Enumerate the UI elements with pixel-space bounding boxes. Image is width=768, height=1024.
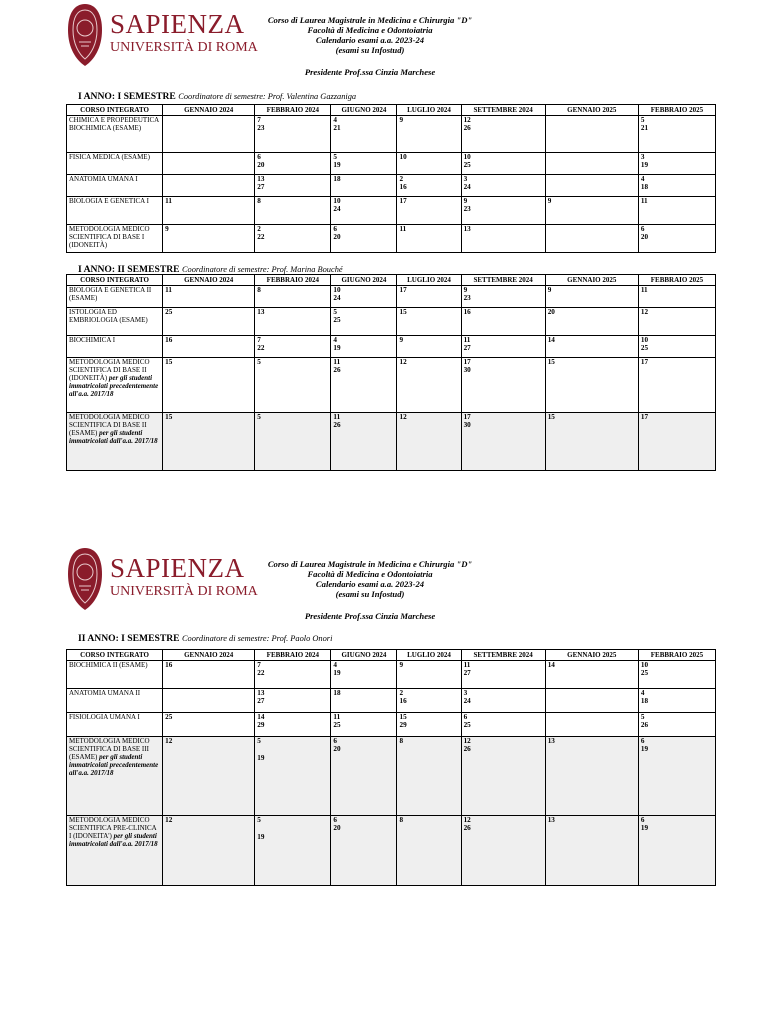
header-infostud: (esami su Infostud) [335, 589, 405, 599]
exam-date-cell: 5 19 [255, 737, 331, 816]
exam-date-cell: 7 23 [255, 116, 331, 153]
exam-date-cell: 5 25 [331, 308, 397, 336]
exam-date-cell: 2 22 [255, 225, 331, 253]
semester-title [78, 633, 332, 644]
column-header: GENNAIO 2025 [545, 275, 638, 286]
header-president: Presidente Prof.ssa Cinzia Marchese [304, 67, 436, 77]
exam-date-cell: 18 [331, 175, 397, 197]
exam-date-cell: 11 25 [331, 713, 397, 737]
course-name-cell [67, 175, 163, 197]
column-header: GENNAIO 2025 [545, 650, 638, 661]
semester-label: I ANNO: II SEMESTRE [78, 264, 180, 275]
course-name-cell [67, 713, 163, 737]
exam-date-cell: 12 [397, 413, 461, 471]
course-name-cell [67, 689, 163, 713]
exam-date-cell: 4 19 [331, 336, 397, 358]
document-header [250, 15, 490, 77]
column-header: LUGLIO 2024 [397, 275, 461, 286]
course-name: ISTOLOGIA ED EMBRIOLOGIA (ESAME) [69, 308, 148, 324]
course-name: BIOCHIMICA I [69, 336, 116, 344]
exam-date-cell: 15 [163, 413, 255, 471]
exam-date-cell: 10 24 [331, 286, 397, 308]
exam-date-cell [163, 153, 255, 175]
column-header: GENNAIO 2024 [163, 650, 255, 661]
sapienza-logo [66, 546, 258, 612]
exam-date-cell [163, 689, 255, 713]
table-row [67, 336, 716, 358]
exam-date-cell: 11 27 [461, 661, 545, 689]
exam-date-cell: 10 25 [638, 336, 715, 358]
exam-date-cell: 6 20 [331, 816, 397, 886]
exam-date-cell: 3 19 [638, 153, 715, 175]
column-header: FEBBRAIO 2024 [255, 650, 331, 661]
sapienza-crest-icon [66, 2, 104, 68]
course-name: BIOLOGIA E GENETICA II (ESAME) [69, 286, 152, 302]
exam-date-cell: 13 27 [255, 689, 331, 713]
column-header: GENNAIO 2024 [163, 275, 255, 286]
column-header: FEBBRAIO 2025 [638, 275, 715, 286]
exam-date-cell [545, 153, 638, 175]
exam-date-cell: 5 21 [638, 116, 715, 153]
exam-date-cell: 4 18 [638, 175, 715, 197]
table-row [67, 286, 716, 308]
course-name-cell [67, 197, 163, 225]
header-course: Corso di Laurea Magistrale in Medicina e Chirurgia "D" [267, 15, 473, 25]
exam-date-cell: 15 [397, 308, 461, 336]
exam-date-cell: 5 [255, 413, 331, 471]
course-note: per gli studenti immatricolati dall'a.a. 2017/18 [69, 832, 158, 848]
column-header: CORSO INTEGRATO [67, 275, 163, 286]
course-name: FISICA MEDICA (ESAME) [69, 153, 150, 161]
exam-date-cell: 17 30 [461, 358, 545, 413]
exam-date-cell: 8 [255, 197, 331, 225]
exam-date-cell [545, 713, 638, 737]
exam-date-cell: 4 19 [331, 661, 397, 689]
column-header: LUGLIO 2024 [397, 105, 461, 116]
course-name: ANATOMIA UMANA I [69, 175, 138, 183]
exam-date-cell: 11 27 [461, 336, 545, 358]
exam-date-cell [545, 116, 638, 153]
exam-date-cell: 10 [397, 153, 461, 175]
exam-date-cell: 13 [461, 225, 545, 253]
table-header-row [67, 105, 716, 116]
course-name-cell [67, 737, 163, 816]
exam-date-cell: 10 24 [331, 197, 397, 225]
column-header: SETTEMBRE 2024 [461, 650, 545, 661]
exam-date-cell: 25 [163, 308, 255, 336]
course-name-cell [67, 153, 163, 175]
table-row [67, 116, 716, 153]
exam-date-cell: 9 [163, 225, 255, 253]
logo-name: SAPIENZA [110, 9, 245, 39]
exam-date-cell: 6 20 [331, 225, 397, 253]
course-name: CHIMICA E PROPEDEUTICA BIOCHIMICA (ESAME) [69, 116, 159, 132]
table-row [67, 816, 716, 886]
column-header: FEBBRAIO 2024 [255, 105, 331, 116]
semester-coordinator: Coordinatore di semestre: Prof. Paolo Onori [181, 634, 333, 643]
exam-date-cell [163, 175, 255, 197]
exam-date-cell: 11 [163, 286, 255, 308]
logo-subtitle: UNIVERSITÀ DI ROMA [110, 40, 258, 55]
logo-name: SAPIENZA [110, 553, 245, 583]
column-header: CORSO INTEGRATO [67, 105, 163, 116]
exam-date-cell: 11 26 [331, 413, 397, 471]
exam-date-cell: 13 [255, 308, 331, 336]
exam-date-cell: 17 [638, 358, 715, 413]
table-row [67, 308, 716, 336]
column-header: GENNAIO 2024 [163, 105, 255, 116]
course-name: METODOLOGIA MEDICO SCIENTIFICA DI BASE II (IDONEITÀ) [69, 358, 150, 382]
exam-date-cell: 4 21 [331, 116, 397, 153]
exam-date-cell: 15 [163, 358, 255, 413]
exam-table-year1-sem2 [66, 274, 716, 471]
exam-date-cell: 5 19 [255, 816, 331, 886]
semester-label: I ANNO: I SEMESTRE [78, 91, 176, 102]
column-header: GIUGNO 2024 [331, 105, 397, 116]
exam-date-cell: 12 26 [461, 116, 545, 153]
exam-date-cell: 14 29 [255, 713, 331, 737]
exam-date-cell: 16 [163, 336, 255, 358]
exam-date-cell [545, 225, 638, 253]
course-name: BIOLOGIA E GENETICA I [69, 197, 149, 205]
table-row [67, 737, 716, 816]
course-name: FISIOLOGIA UMANA I [69, 713, 140, 721]
exam-date-cell: 7 22 [255, 661, 331, 689]
exam-date-cell: 17 30 [461, 413, 545, 471]
course-note: per gli studenti immatricolati precedentemente all'a.a. 2017/18 [69, 753, 159, 777]
course-name-cell [67, 358, 163, 413]
exam-date-cell: 8 [397, 737, 461, 816]
column-header: CORSO INTEGRATO [67, 650, 163, 661]
column-header: FEBBRAIO 2025 [638, 105, 715, 116]
exam-date-cell: 6 20 [331, 737, 397, 816]
table-header-row [67, 650, 716, 661]
column-header: LUGLIO 2024 [397, 650, 461, 661]
exam-date-cell: 10 25 [638, 661, 715, 689]
exam-date-cell: 11 [638, 197, 715, 225]
exam-date-cell: 3 24 [461, 175, 545, 197]
column-header: FEBBRAIO 2025 [638, 650, 715, 661]
exam-date-cell: 12 [163, 816, 255, 886]
exam-date-cell: 9 [545, 197, 638, 225]
exam-date-cell: 15 [545, 358, 638, 413]
column-header: GIUGNO 2024 [331, 650, 397, 661]
table-row [67, 153, 716, 175]
exam-date-cell: 9 23 [461, 286, 545, 308]
exam-date-cell: 9 [545, 286, 638, 308]
course-name-cell [67, 336, 163, 358]
exam-date-cell: 12 26 [461, 737, 545, 816]
exam-date-cell: 18 [331, 689, 397, 713]
table-row [67, 358, 716, 413]
exam-date-cell: 17 [397, 286, 461, 308]
header-calendar: Calendario esami a.a. 2023-24 [315, 35, 425, 45]
exam-date-cell: 5 19 [331, 153, 397, 175]
header-infostud: (esami su Infostud) [335, 45, 405, 55]
semester-coordinator: Coordinatore di semestre: Prof. Valentina Gazzaniga [178, 92, 357, 101]
course-name: METODOLOGIA MEDICO SCIENTIFICA DI BASE I (IDONEITÀ) [69, 225, 150, 249]
course-name: ANATOMIA UMANA II [69, 689, 141, 697]
exam-date-cell: 13 27 [255, 175, 331, 197]
exam-date-cell: 12 26 [461, 816, 545, 886]
semester-title [78, 91, 356, 102]
exam-date-cell: 11 26 [331, 358, 397, 413]
course-name-cell [67, 816, 163, 886]
course-note: per gli studenti immatricolati precedentemente all'a.a. 2017/18 [69, 374, 159, 398]
header-course: Corso di Laurea Magistrale in Medicina e Chirurgia "D" [267, 559, 473, 569]
course-name-cell [67, 116, 163, 153]
header-president: Presidente Prof.ssa Cinzia Marchese [304, 611, 436, 621]
exam-date-cell: 14 [545, 661, 638, 689]
exam-table-year1-sem1 [66, 104, 716, 253]
exam-date-cell: 25 [163, 713, 255, 737]
exam-table-year2-sem1 [66, 649, 716, 886]
course-name-cell [67, 225, 163, 253]
course-note: per gli studenti immatricolati dall'a.a. 2017/18 [69, 429, 158, 445]
exam-date-cell: 2 16 [397, 689, 461, 713]
exam-date-cell: 9 23 [461, 197, 545, 225]
header-faculty: Facoltà di Medicina e Odontoiatria [307, 25, 433, 35]
exam-date-cell: 6 25 [461, 713, 545, 737]
exam-date-cell: 12 [163, 737, 255, 816]
table-row [67, 413, 716, 471]
table-row [67, 175, 716, 197]
exam-date-cell: 6 19 [638, 737, 715, 816]
column-header: GIUGNO 2024 [331, 275, 397, 286]
exam-date-cell: 14 [545, 336, 638, 358]
exam-date-cell: 9 [397, 336, 461, 358]
exam-date-cell: 10 25 [461, 153, 545, 175]
semester-coordinator: Coordinatore di semestre: Prof. Marina Bouché [181, 265, 343, 274]
exam-date-cell: 15 29 [397, 713, 461, 737]
exam-date-cell [545, 175, 638, 197]
table-row [67, 689, 716, 713]
course-name-cell [67, 308, 163, 336]
course-name: BIOCHIMICA II (ESAME) [69, 661, 148, 669]
exam-date-cell [545, 689, 638, 713]
exam-date-cell: 6 19 [638, 816, 715, 886]
exam-date-cell: 17 [397, 197, 461, 225]
course-name: METODOLOGIA MEDICO SCIENTIFICA PRE-CLINICA I (IDONEITA') [69, 816, 157, 840]
exam-date-cell: 9 [397, 661, 461, 689]
exam-date-cell: 6 20 [638, 225, 715, 253]
exam-date-cell: 17 [638, 413, 715, 471]
course-name-cell [67, 661, 163, 689]
exam-date-cell: 3 24 [461, 689, 545, 713]
exam-date-cell: 20 [545, 308, 638, 336]
exam-date-cell: 5 [255, 358, 331, 413]
header-faculty: Facoltà di Medicina e Odontoiatria [307, 569, 433, 579]
exam-date-cell: 9 [397, 116, 461, 153]
exam-date-cell: 5 26 [638, 713, 715, 737]
exam-date-cell: 12 [638, 308, 715, 336]
course-name: METODOLOGIA MEDICO SCIENTIFICA DI BASE II (ESAME) [69, 413, 150, 437]
exam-date-cell: 11 [638, 286, 715, 308]
exam-date-cell: 4 18 [638, 689, 715, 713]
table-row [67, 661, 716, 689]
exam-date-cell: 11 [163, 197, 255, 225]
exam-date-cell: 15 [545, 413, 638, 471]
exam-date-cell: 6 20 [255, 153, 331, 175]
exam-date-cell: 16 [461, 308, 545, 336]
sapienza-crest-icon [66, 546, 104, 612]
header-calendar: Calendario esami a.a. 2023-24 [315, 579, 425, 589]
course-name-cell [67, 413, 163, 471]
column-header: GENNAIO 2025 [545, 105, 638, 116]
exam-date-cell: 8 [397, 816, 461, 886]
table-header-row [67, 275, 716, 286]
exam-date-cell [163, 116, 255, 153]
column-header: SETTEMBRE 2024 [461, 105, 545, 116]
exam-date-cell: 11 [397, 225, 461, 253]
column-header: SETTEMBRE 2024 [461, 275, 545, 286]
exam-date-cell: 8 [255, 286, 331, 308]
exam-date-cell: 2 16 [397, 175, 461, 197]
exam-date-cell: 16 [163, 661, 255, 689]
exam-date-cell: 13 [545, 737, 638, 816]
exam-date-cell: 7 22 [255, 336, 331, 358]
column-header: FEBBRAIO 2024 [255, 275, 331, 286]
sapienza-logo [66, 2, 258, 68]
table-row [67, 197, 716, 225]
course-name-cell [67, 286, 163, 308]
exam-date-cell: 13 [545, 816, 638, 886]
table-row [67, 713, 716, 737]
exam-date-cell: 12 [397, 358, 461, 413]
logo-subtitle: UNIVERSITÀ DI ROMA [110, 584, 258, 599]
document-header [250, 559, 490, 621]
semester-label: II ANNO: I SEMESTRE [78, 633, 180, 644]
course-name: METODOLOGIA MEDICO SCIENTIFICA DI BASE III (ESAME) [69, 737, 150, 761]
table-row [67, 225, 716, 253]
